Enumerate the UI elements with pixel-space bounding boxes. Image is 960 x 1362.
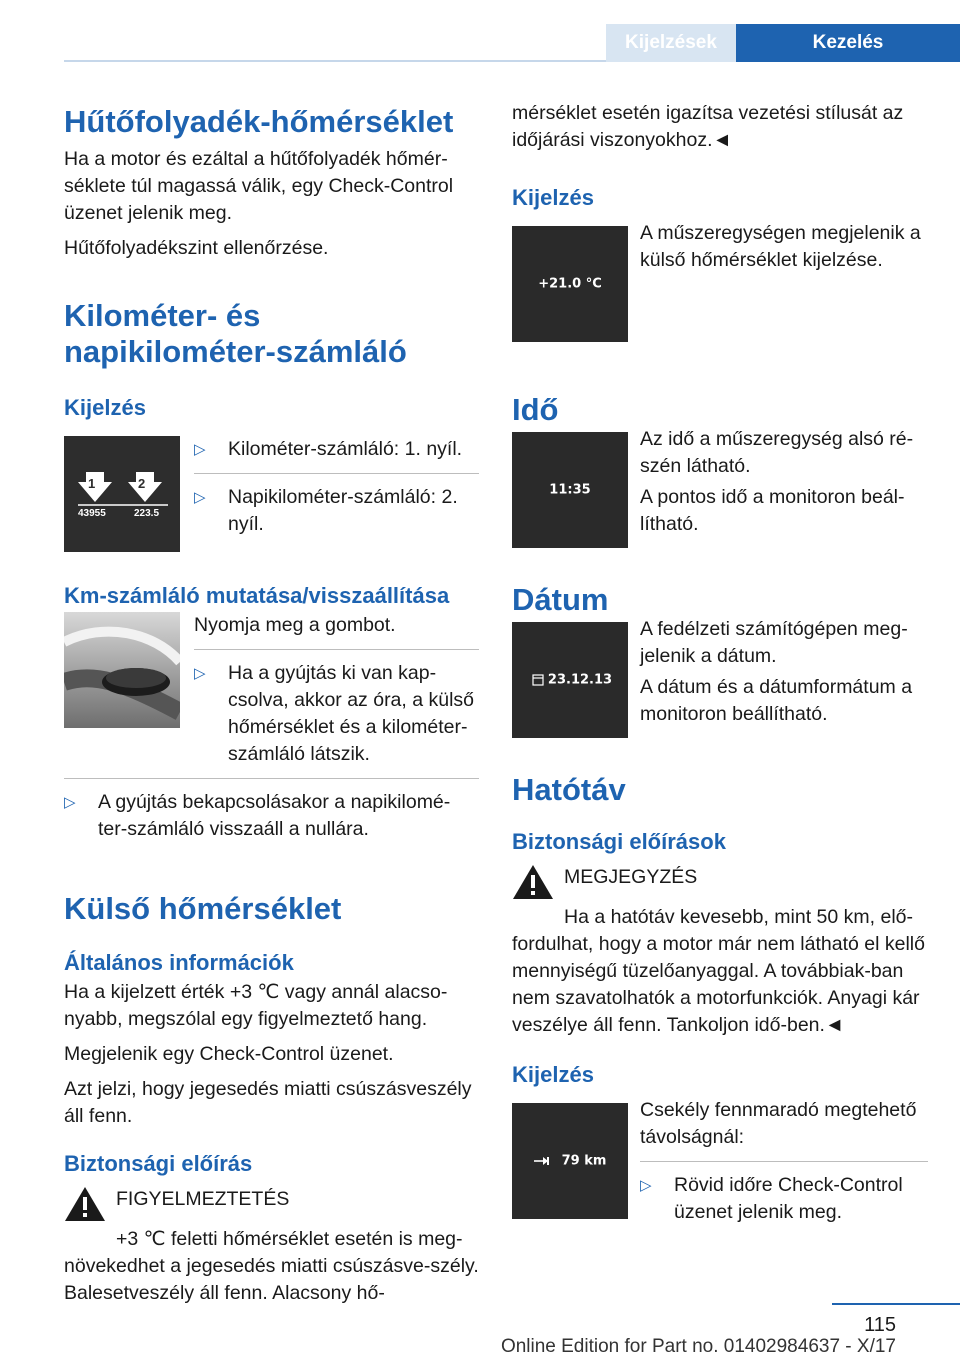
- divider: [64, 778, 479, 779]
- subheading: Km-számláló mutatása/visszaállítása: [64, 583, 450, 608]
- paragraph: Azt jelzi, hogy jegesedés miatti csúszásveszély áll fenn.: [64, 1078, 472, 1127]
- warning-label: MEGJEGYZÉS: [564, 866, 698, 888]
- odometer-block: [64, 436, 479, 552]
- paragraph: A dátum és a dátumformátum a monitoron beállítható.: [640, 676, 913, 725]
- paragraph: Az idő a műszeregység alsó ré-szén látható.: [640, 428, 914, 477]
- reset-button-figure: [64, 612, 180, 728]
- odometer-arrows-icon: [64, 436, 180, 552]
- reset-text: [180, 612, 479, 768]
- temperature-readout: +21.0 °C: [538, 276, 602, 292]
- divider: [194, 649, 479, 650]
- subheading: Kijelzés: [512, 185, 594, 210]
- paragraph: Ha a motor és ezáltal a hűtőfolyadék hőmér-séklete túl magassá válik, egy Check-Control üzenet jelenik meg.: [64, 148, 454, 224]
- warning-triangle-icon: [512, 864, 554, 900]
- warning-text: Ha a hatótáv kevesebb, mint 50 km, elő-fordulhat, hogy a motor már nem látható el kellő mennyiségű tüzelőanyaggal. A továbbiak-ban nem szavatolhatók a motorfunkciók. Anyagi kár veszélye áll fenn. Tankoljon idő-ben.◄: [512, 906, 925, 1036]
- time-display-figure: [512, 432, 628, 548]
- list-item: ▷ Ha a gyújtás ki van kap-csolva, akkor az óra, a külső hőmérséklet és a kilométer-számláló látszik.: [194, 660, 479, 768]
- range-block: [512, 1099, 928, 1226]
- bullet-triangle-icon: ▷: [194, 665, 206, 682]
- time-block: [512, 428, 928, 548]
- subheading: Biztonsági előírás: [64, 1151, 253, 1176]
- section-title-coolant: Hűtőfolyadék-hőmérséklet: [64, 104, 454, 139]
- warning-text: +3 ℃ feletti hőmérséklet esetén is meg-növekedhet a jegesedés miatti csúszásve-szély. Balesetveszély áll fenn. Alacsony hő-: [64, 1228, 479, 1304]
- divider: [640, 1161, 928, 1162]
- list-item: ▷ A gyújtás bekapcsolásakor a napikilomé-ter-számláló visszaáll a nullára.: [64, 789, 479, 843]
- paragraph: mérséklet esetén igazítsa vezetési stílusát az időjárási viszonyokhoz.◄: [512, 102, 904, 151]
- tab-kezeles[interactable]: Kezelés: [736, 24, 960, 62]
- warning-triangle-icon: [64, 1186, 106, 1222]
- paragraph: A pontos idő a monitoron beál-lítható.: [640, 486, 905, 535]
- bullet-triangle-icon: ▷: [194, 441, 206, 458]
- trip-value: 223.5: [134, 508, 160, 519]
- page-number: 115: [864, 1314, 896, 1336]
- warning-block: [512, 864, 928, 900]
- left-column: [64, 100, 479, 1307]
- paragraph: Csekély fennmaradó megtehető távolságnál:: [640, 1099, 917, 1148]
- edition-note: Online Edition for Part no. 01402984637 - X/17: [500, 1336, 896, 1357]
- time-text: [628, 426, 928, 548]
- temperature-display-figure: [512, 226, 628, 342]
- instrument-button-icon: [64, 612, 180, 728]
- bullet-triangle-icon: ▷: [64, 794, 76, 811]
- range-display-figure: [512, 1103, 628, 1219]
- footer-rule: [832, 1303, 960, 1305]
- paragraph: Nyomja meg a gombot.: [194, 614, 396, 636]
- paragraph: Ha a kijelzett érték +3 ℃ vagy annál alacso-nyabb, megszólal egy figyelmeztető hang.: [64, 981, 448, 1030]
- subheading: Kijelzés: [512, 1062, 594, 1087]
- date-text: [628, 616, 928, 738]
- range-readout: 79 km: [561, 1153, 607, 1169]
- section-title-odometer: Kilométer- és napikilométer-számláló: [64, 298, 407, 369]
- date-block: [512, 618, 928, 738]
- arrow-label-1: 1: [88, 476, 96, 491]
- section-title-time: Idő: [512, 392, 559, 427]
- divider: [194, 473, 479, 474]
- paragraph: Megjelenik egy Check-Control üzenet.: [64, 1043, 394, 1065]
- list-item: ▷ Kilométer-számláló: 1. nyíl.: [194, 436, 479, 463]
- paragraph: Hűtőfolyadékszint ellenőrzése.: [64, 237, 329, 259]
- subheading: Általános információk: [64, 950, 294, 975]
- date-display-figure: [512, 622, 628, 738]
- bullet-triangle-icon: ▷: [640, 1177, 652, 1194]
- section-title-date: Dátum: [512, 582, 609, 617]
- subheading: Kijelzés: [64, 395, 146, 420]
- temp-block: [512, 222, 928, 342]
- section-title-range: Hatótáv: [512, 772, 626, 807]
- paragraph: A műszeregységen megjelenik a külső hőmérséklet kijelzése.: [640, 222, 921, 271]
- right-column: [512, 100, 928, 1226]
- tab-kijelzesek[interactable]: Kijelzések: [606, 24, 736, 62]
- date-readout: 23.12.13: [547, 672, 613, 688]
- subheading: Biztonsági előírások: [512, 829, 726, 854]
- list-item: ▷ Rövid időre Check-Control üzenet jelenik meg.: [640, 1172, 928, 1226]
- time-readout: 11:35: [549, 482, 591, 498]
- range-text: [628, 1097, 928, 1226]
- arrow-label-2: 2: [138, 476, 146, 491]
- reset-block: [64, 612, 479, 768]
- list-item: ▷ Napikilométer-számláló: 2. nyíl.: [194, 484, 479, 538]
- warning-label: FIGYELMEZTETÉS: [116, 1188, 290, 1210]
- odometer-list: [180, 436, 479, 552]
- odometer-value: 43955: [78, 508, 106, 519]
- warning-block: [64, 1186, 479, 1222]
- section-title-outside-temp: Külső hőmérséklet: [64, 891, 342, 926]
- odometer-figure: [64, 436, 180, 552]
- bullet-triangle-icon: ▷: [194, 489, 206, 506]
- paragraph: A fedélzeti számítógépen meg-jelenik a dátum.: [640, 618, 908, 667]
